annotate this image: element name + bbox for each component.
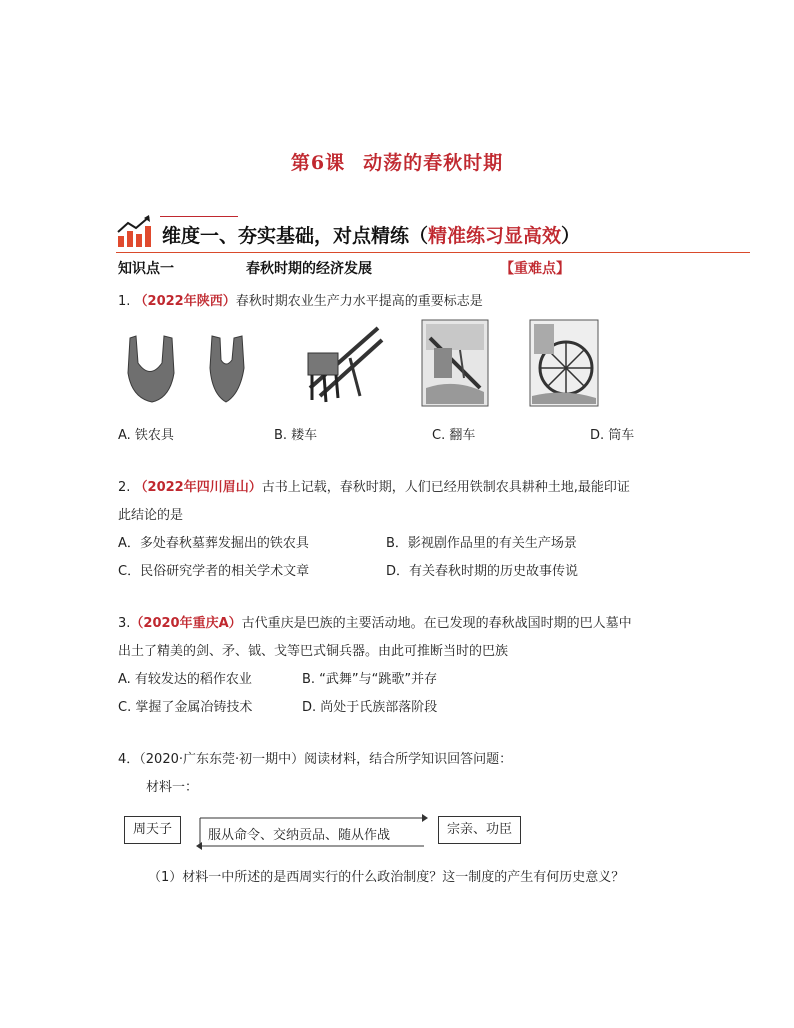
dimension-prefix: 维度一、夯实基础，对点精练（	[162, 225, 429, 247]
diagram-right-box: 宗亲、功臣	[438, 816, 521, 844]
question-number: 2.	[118, 480, 131, 495]
question-1	[118, 290, 483, 309]
lesson-name: 动荡的春秋时期	[363, 152, 504, 174]
question-text: 春秋时期农业生产力水平提高的重要标志是	[235, 294, 483, 309]
knowledge-point-topic: 春秋时期的经济发展	[246, 261, 372, 277]
q2-option-b[interactable]: B．影视剧作品里的有关生产场景	[386, 536, 577, 551]
dimension-highlight: 精准练习显高效	[428, 225, 562, 247]
q1-option-b[interactable]: B. 耧车	[274, 428, 318, 443]
question-number: 3.	[118, 616, 131, 631]
material-label: 材料一：	[146, 780, 199, 795]
seed-drill-image	[290, 318, 390, 408]
dimension-suffix: ）	[561, 225, 581, 247]
diagram-left-box: 周天子	[124, 816, 181, 844]
lesson-number: 第6课	[290, 152, 346, 174]
q1-option-a[interactable]: A. 铁农具	[118, 428, 174, 443]
diagram-relationship-label: 服从命令、交纳贡品、随从作战	[208, 828, 391, 843]
q1-option-d[interactable]: D. 筒车	[590, 428, 635, 443]
q2-option-a[interactable]: A．多处春秋墓葬发掘出的铁农具	[118, 536, 309, 551]
question-3-line-2: 出土了精美的剑、矛、钺、戈等巴式铜兵器。由此可推断当时的巴族	[118, 644, 509, 659]
chain-pump-image	[420, 318, 490, 408]
question-source: （2020年重庆A）	[130, 616, 242, 631]
question-2	[118, 476, 630, 495]
question-number: 1.	[118, 294, 131, 309]
q2-option-c[interactable]: C．民俗研究学者的相关学术文章	[118, 564, 310, 579]
difficulty-badge: 【重难点】	[500, 261, 570, 277]
question-2-line-2: 此结论的是	[118, 508, 184, 523]
page-title	[0, 148, 794, 175]
q3-option-c[interactable]: C. 掌握了金属冶铸技术	[118, 700, 253, 715]
header-accent-line	[160, 216, 238, 217]
knowledge-point-label: 知识点一	[118, 261, 174, 277]
dimension-heading	[162, 221, 580, 248]
question-text: 古代重庆是巴族的主要活动地。在已发现的春秋战国时期的巴人墓中	[241, 616, 632, 631]
question-4-header: 4．（2020·广东东莞·初一期中）阅读材料，结合所学知识回答问题：	[118, 752, 513, 767]
bar-chart-trend-icon	[116, 214, 152, 248]
question-source: （2022年陕西）	[134, 294, 236, 309]
question-4-sub-1: （1）材料一中所述的是西周实行的什么政治制度？这一制度的产生有何历史意义？	[148, 870, 625, 885]
q3-option-d[interactable]: D. 尚处于氏族部落阶段	[302, 700, 438, 715]
question-source: （2022年四川眉山）	[134, 480, 262, 495]
q2-option-d[interactable]: D．有关春秋时期的历史故事传说	[386, 564, 579, 579]
iron-tools-image	[122, 318, 272, 408]
q3-option-b[interactable]: B. “武舞”与“跳歌”并存	[302, 672, 438, 687]
q1-option-c[interactable]: C. 翻车	[432, 428, 476, 443]
water-wheel-image	[528, 318, 600, 408]
question-3	[118, 612, 632, 631]
question-text: 古书上记载，春秋时期，人们已经用铁制农具耕种土地,最能印证	[261, 480, 630, 495]
q3-option-a[interactable]: A. 有较发达的稻作农业	[118, 672, 252, 687]
heading-divider	[116, 252, 750, 253]
